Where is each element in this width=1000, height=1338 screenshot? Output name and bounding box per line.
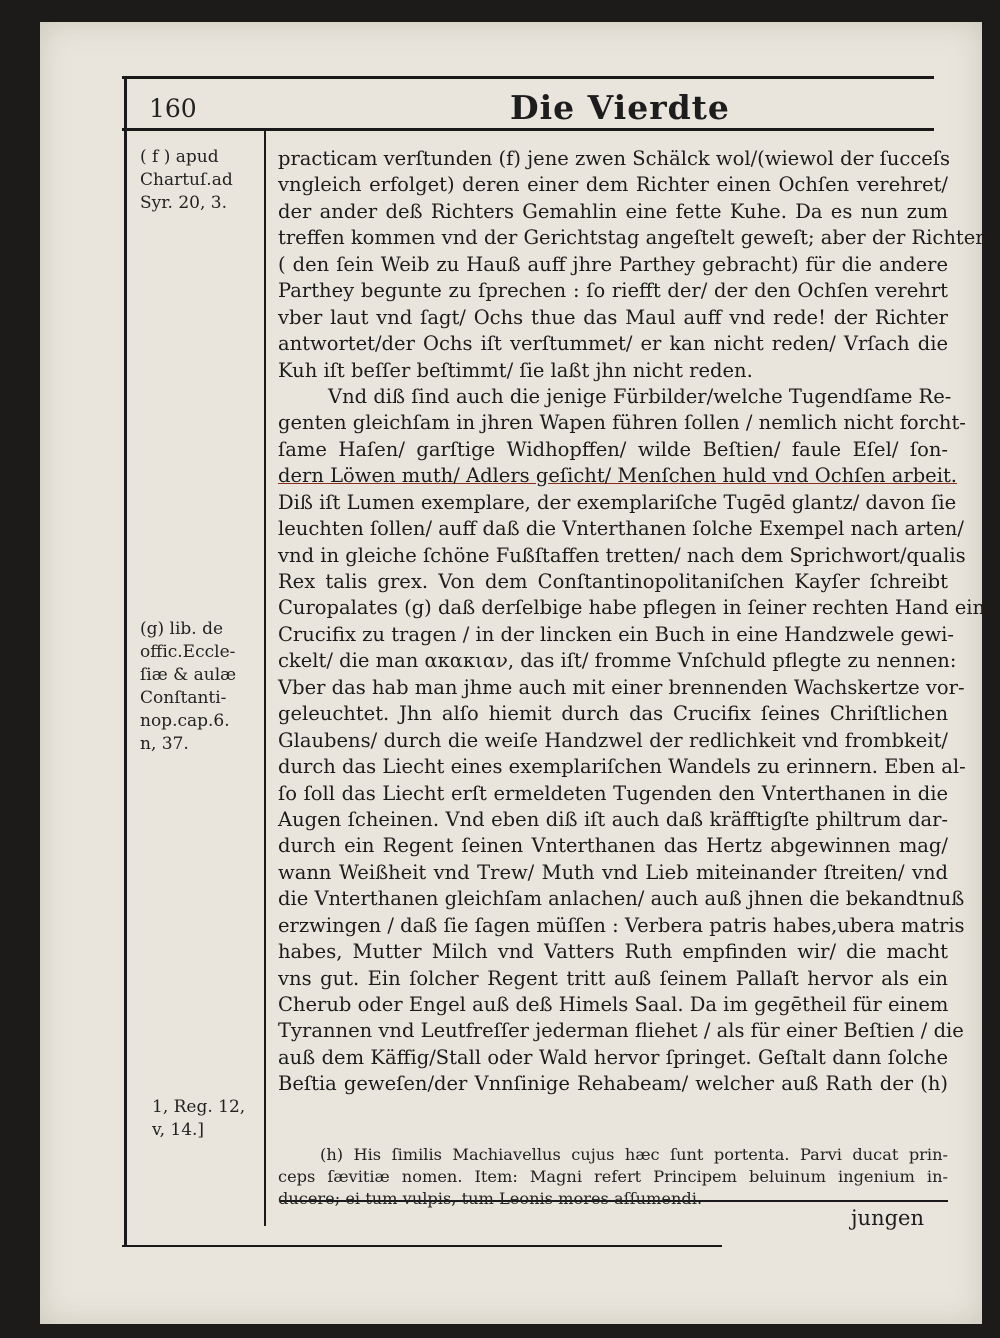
text-line: antwortet/der Ochs iſt verſtummet/ er kan nicht reden/ Vrſach die xyxy=(278,332,948,356)
footnote-line: (h) His ſimilis Machiavellus cujus hæc ſunt portenta. Parvi ducat prin- xyxy=(320,1145,948,1164)
text-line: Beſtia geweſen/der Vnnſinige Rehabeam/ welcher auß Rath der (h) xyxy=(278,1072,948,1096)
margin-line: ſiæ & aulæ xyxy=(140,665,237,685)
margin-line: 1, Reg. 12, xyxy=(152,1097,246,1117)
text-line: Kuh iſt beſſer beſtimmt/ ſie laßt jhn nicht reden. xyxy=(278,358,753,382)
footnote-line: ducere; ei tum vulpis, tum Leonis mores aſſumendi. xyxy=(278,1189,703,1208)
text-line: treffen kommen vnd der Gerichtstag angeſtelt geweſt; aber der Richter xyxy=(278,226,985,250)
margin-note-g xyxy=(140,618,236,756)
text-line: geleuchtet. Jhn alſo hiemit durch das Crucifix ſeines Chriſtlichen xyxy=(278,702,948,726)
text-line: Diß iſt Lumen exemplare, der exemplariſche Tugēd glantz/ davon ſie xyxy=(278,490,957,514)
running-title: Die Vierdte xyxy=(510,88,730,127)
text-line: dern Löwen muth/ Adlers geſicht/ Menſchen huld vnd Ochſen arbeit. xyxy=(278,464,957,488)
text-line: Augen ſcheinen. Vnd eben diß iſt auch daß kräfftigſte philtrum dar- xyxy=(278,807,948,831)
header-rule xyxy=(122,128,934,131)
text-line: ſame Haſen/ garſtige Widhopffen/ wilde Beſtien/ faule Eſel/ ſon- xyxy=(278,437,948,461)
text-line: wann Weißheit vnd Trew/ Muth vnd Lieb miteinander ſtreiten/ vnd xyxy=(278,860,948,884)
margin-line: n, 37. xyxy=(140,734,189,754)
text-line: leuchten ſollen/ auff daß die Vnterthanen ſolche Exempel nach arten/ xyxy=(278,517,964,541)
text-line: durch das Liecht eines exemplariſchen Wandels zu erinnern. Eben al- xyxy=(278,755,966,779)
text-line: Cherub oder Engel auß deß Himels Saal. Da im gegētheil für einem xyxy=(278,993,949,1016)
text-line: ſo ſoll das Liecht erſt ermeldeten Tugenden den Vnterthanen in die xyxy=(278,781,948,805)
text-line: Tyrannen vnd Leutfreſſer jederman fliehet / als für einer Beſtien / die xyxy=(278,1019,964,1043)
footnote-line: ceps ſævitiæ nomen. Item: Magni refert Principem beluinum ingenium in- xyxy=(278,1167,948,1186)
top-rule xyxy=(122,76,934,79)
text-line: vber laut vnd ſagt/ Ochs thue das Maul auff vnd rede! der Richter xyxy=(278,305,948,329)
text-line: practicam verſtunden (f) jene zwen Schälck wol/(wiewol der ſucceſs xyxy=(278,147,951,170)
text-line: durch ein Regent ſeinen Vnterthanen das Hertz abgewinnen mag/ xyxy=(278,834,948,858)
margin-line: Syr. 20, 3. xyxy=(140,193,227,213)
text-line: auß dem Käffig/Stall oder Wald hervor ſpringet. Geſtalt dann ſolche xyxy=(278,1045,948,1069)
text-line: vns gut. Ein ſolcher Regent tritt auß ſeinem Pallaſt hervor als ein xyxy=(278,966,948,990)
book-page xyxy=(40,22,986,1324)
text-line: Vber das hab man jhme auch mit einer brennenden Wachskertze vor- xyxy=(278,675,965,699)
left-frame-rule xyxy=(124,76,127,1246)
bottom-rule xyxy=(122,1245,722,1247)
text-line: vnd in gleiche ſchöne Fußſtaffen tretten/ nach dem Sprichwort/qualis xyxy=(278,543,966,567)
margin-line: offic.Eccle- xyxy=(140,642,236,662)
text-line: die Vnterthanen gleichſam anlachen/ auch auß jhnen die bekandtnuß xyxy=(278,887,965,911)
page-number: 160 xyxy=(149,94,197,123)
main-text xyxy=(278,146,986,1098)
footnote xyxy=(278,1144,948,1210)
text-line: Curopalates (g) daß derſelbige habe pflegen in ſeiner rechten Hand ein xyxy=(278,596,986,620)
margin-line: v, 14.] xyxy=(152,1120,205,1140)
column-rule xyxy=(264,130,266,1226)
catchword: jungen xyxy=(851,1206,924,1230)
text-line: Parthey begunte zu ſprechen : ſo riefft der/ der den Ochſen verehrt xyxy=(278,279,948,303)
text-line: Crucifix zu tragen / in der lincken ein Buch in eine Handzwele gewi- xyxy=(278,622,954,646)
text-line: vngleich erfolget) deren einer dem Richter einen Ochſen verehret/ xyxy=(278,173,948,197)
text-line: ( den ſein Weib zu Hauß auff jhre Parthey gebracht) für die andere xyxy=(278,252,948,276)
margin-line: ( f ) apud xyxy=(140,147,219,167)
text-line: ckelt/ die man ακακιαν, das iſt/ fromme Vnſchuld pflegte zu nennen: xyxy=(278,649,957,673)
text-line: habes, Mutter Milch vnd Vatters Ruth empfinden wir/ die macht xyxy=(278,940,948,964)
margin-line: nop.cap.6. xyxy=(140,711,230,731)
margin-note-reg xyxy=(152,1096,245,1142)
margin-line: Conſtanti- xyxy=(140,688,227,708)
text-line: Glaubens/ durch die weiſe Handzwel der redlichkeit vnd frombkeit/ xyxy=(278,728,948,752)
margin-note-f xyxy=(140,146,233,215)
text-line: Vnd diß ſind auch die jenige Fürbilder/welche Tugendſame Re- xyxy=(328,384,952,408)
text-line: erzwingen / daß ſie ſagen müſſen : Verbera patris habes,ubera matris xyxy=(278,913,965,937)
margin-line: (g) lib. de xyxy=(140,619,224,639)
text-line: genten gleichſam in jhren Wapen führen ſollen / nemlich nicht forcht- xyxy=(278,411,966,435)
margin-line: Chartuſ.ad xyxy=(140,170,233,190)
text-line: der ander deß Richters Gemahlin eine fette Kuhe. Da es nun zum xyxy=(278,199,948,223)
text-line: Rex talis grex. Von dem Conſtantinopolitaniſchen Kayſer ſchreibt xyxy=(278,570,948,593)
